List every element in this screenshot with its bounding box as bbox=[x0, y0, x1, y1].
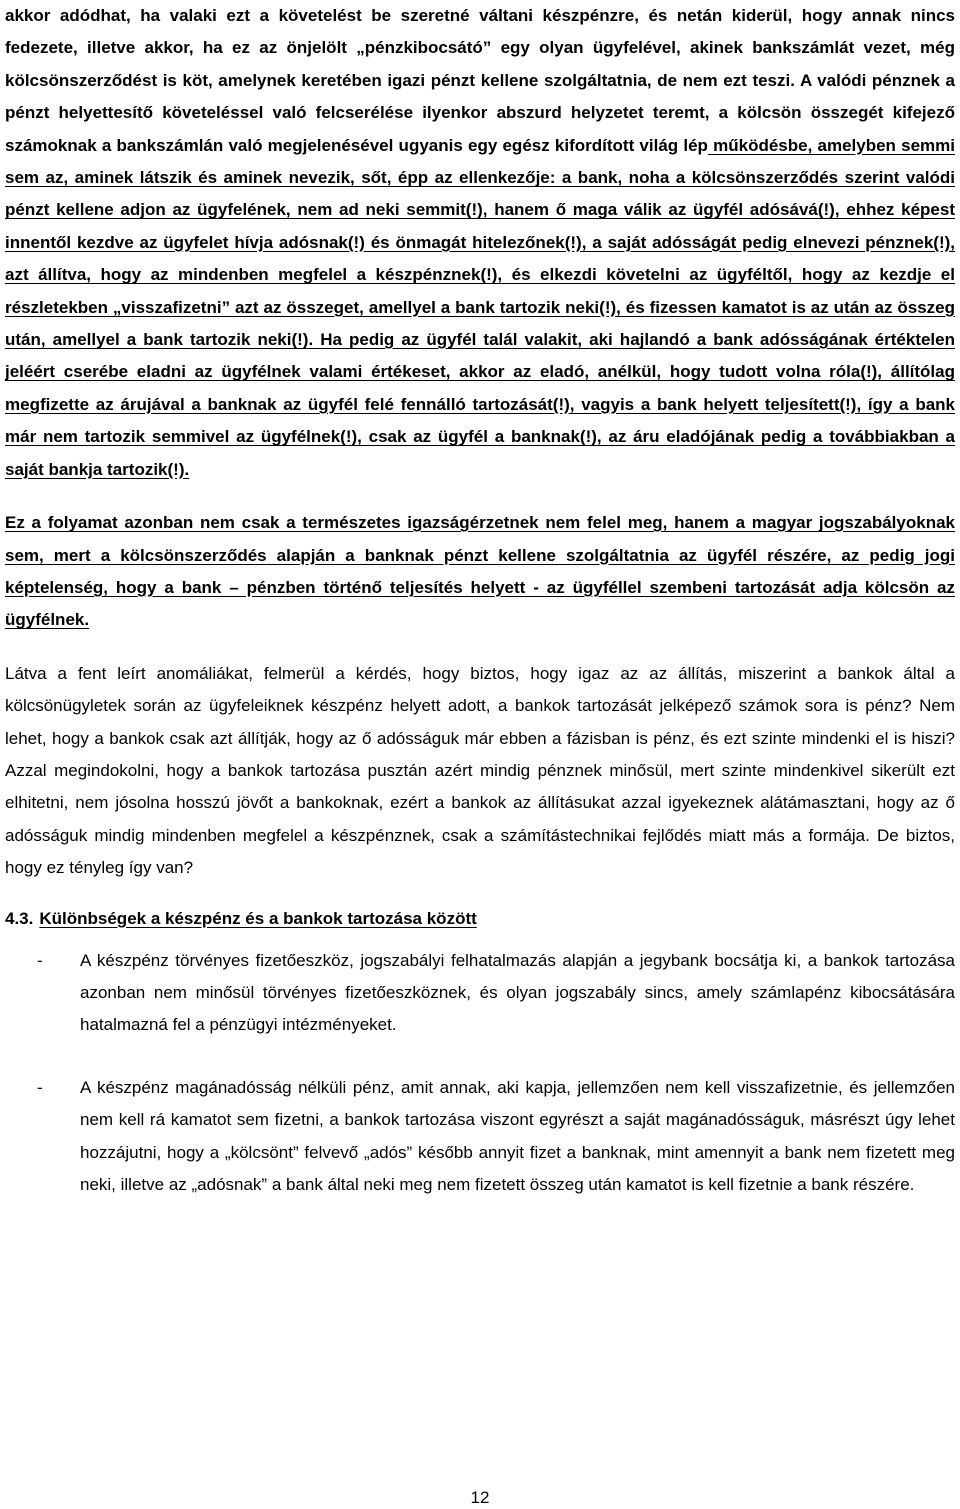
section-title: Különbségek a készpénz és a bankok tartozása között bbox=[39, 908, 477, 928]
document-page bbox=[5, 0, 955, 1201]
bullet-text-2: A készpénz magánadósság nélküli pénz, amit annak, aki kapja, jellemzően nem kell visszafizetnie, és jellemzően nem kell rá kamatot sem fizetni, a bankok tartozása viszont egyrészt a saját magánadósságuk, másrészt úgy lehet hozzájutni, hogy a „kölcsönt” felvevő „adós” később annyit fizet a banknak, mint amennyit a bank nem fizetett meg neki, illetve az „adósnak” a bank által neki meg nem fizetett összeg után kamatot is kell fizetnie a bank részére. bbox=[80, 1077, 955, 1194]
bullet-item-2 bbox=[5, 1072, 955, 1202]
bullet-dash: - bbox=[37, 1077, 43, 1097]
paragraph-1-bold-intro: akkor adódhat, ha valaki ezt a követelést be szeretné váltani készpénzre, és netán kiderül, hogy annak nincs fedezete, illetve akkor, ha ez az önjelölt „pénzkibocsátó” egy olyan ügyfelével, akinek bankszámlát vezet, még kölcsönszerződést is köt, amelynek keretében igazi pénzt kellene szolgáltatnia, de nem ezt teszi. bbox=[5, 6, 955, 90]
bullet-text-1: A készpénz törvényes fizetőeszköz, jogszabályi felhatalmazás alapján a jegybank bocsátja ki, a bankok tartozása azonban nem minősül törvényes fizetőeszköznek, és olyan jogszabály sincs, amely számlapénz kibocsátására hatalmazná fel a pénzügyi intézményeket. bbox=[80, 950, 955, 1035]
bullet-dash: - bbox=[37, 950, 43, 970]
bullet-item-1 bbox=[5, 945, 955, 1042]
paragraph-1 bbox=[5, 0, 955, 486]
paragraph-1-underlined-sentence: A valódi pénznek a pénzt helyettesítő követeléssel való felcserélése ilyenkor abszurd helyzetet teremt, a kölcsön összegét kifejező számoknak a bankszámlán való megjelenésével ugyanis egy egész kifordított világ lép bbox=[5, 70, 955, 155]
paragraph-3: Látva a fent leírt anomáliákat, felmerül a kérdés, hogy biztos, hogy igaz az az állítás, miszerint a bankok által a kölcsönügyletek során az ügyfeleiknek készpénz helyett adott, a bankok tartozását jelképező számok sora is pénz? Nem lehet, hogy a bankok csak azt állítják, hogy az ő adósságuk már ebben a fázisban is pénz, és ezt szinte mindenki el is hiszi? Azzal megindokolni, hogy a bankok tartozása pusztán azért mindig pénznek minősül, mert szinte mindenkivel sikerült ezt elhitetni, nem jósolna hosszú jövőt a bankoknak, ezért a bankok az állításukat azzal igyekeznek alátámasztani, hogy az ő adósságuk mindig mindenben megfelel a készpénznek, csak a számítástechnikai fejlődés miatt más a formája. De biztos, hogy ez tényleg így van? bbox=[5, 663, 955, 878]
page-number: 12 bbox=[470, 1488, 490, 1507]
paragraph-1-underlined-continuation: működésbe, amelyben semmi sem az, aminek látszik és aminek nevezik, sőt, épp az ellenkezője: a bank, noha a kölcsönszerződés szerint valódi pénzt kellene adjon az ügyfelének, nem ad neki semmit(!), hanem ő maga válik az ügyfél adósává(!), ehhez képest innentől kezdve az ügyfelet hívja adósnak(!) és önmagát hitelezőnek(!), a saját adósságát pedig elnevezi pénznek(!), azt állítva, hogy az mindenben megfelel a készpénznek(!), és elkezdi követelni az ügyféltől, hogy az kezdje el részletekben „visszafizetni” azt az összeget, amellyel a bank tartozik neki(!), és fizessen kamatot is az után az összeg után, amellyel a bank tartozik neki(!). bbox=[5, 135, 956, 350]
section-heading bbox=[5, 903, 955, 935]
paragraph-1-underlined-ending: Ha pedig az ügyfél talál valakit, aki hajlandó a bank adósságának értéktelen jeléért cserébe eladni az ügyfélnek valami értékeset, akkor az eladó, anélkül, hogy tudott volna róla(!), állítólag megfizette az árujával a banknak az ügyfél felé fennálló tartozását(!), vagyis a bank helyett teljesített(!), így a bank már nem tartozik semmivel az ügyfélnek(!), csak az ügyfél a banknak(!), az áru eladójának pedig a továbbiakban a saját bankja tartozik(!). bbox=[5, 330, 955, 479]
section-number: 4.3. bbox=[5, 908, 34, 928]
paragraph-2-emphasis: Ez a folyamat azonban nem csak a természetes igazságérzetnek nem felel meg, hanem a magyar jogszabályoknak sem, mert a kölcsönszerződés alapján a banknak pénzt kellene szolgáltatnia az ügyfél részére, az pedig jogi képtelenség, hogy a bank – pénzben történő teljesítés helyett - az ügyféllel szembeni tartozását adja kölcsön az ügyfélnek. bbox=[5, 513, 955, 630]
